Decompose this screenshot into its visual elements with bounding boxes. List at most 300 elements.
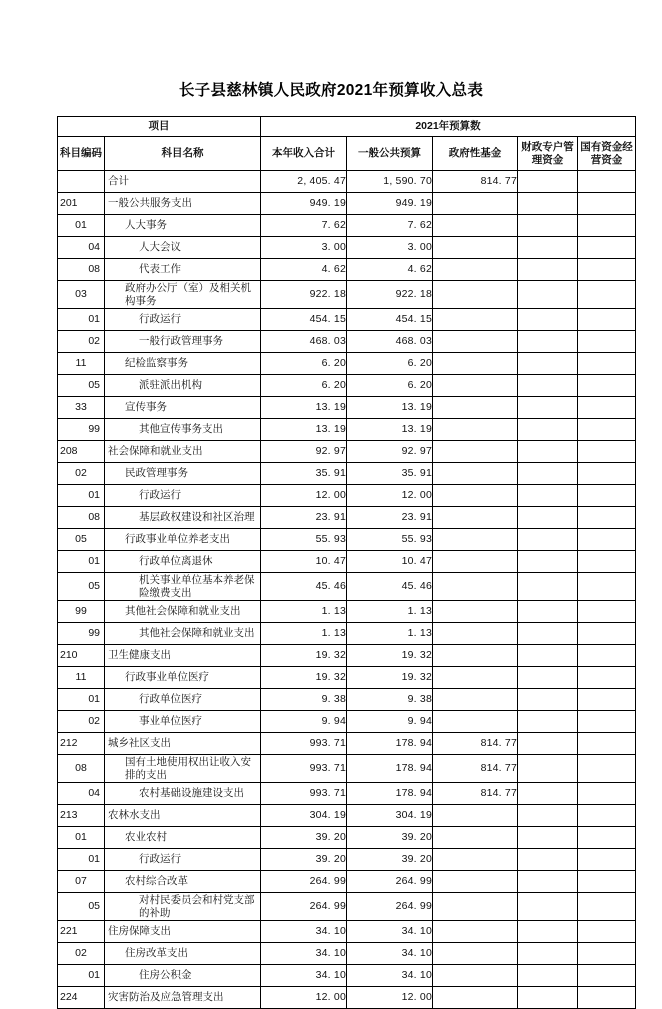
cell-special-account-fund	[518, 871, 578, 893]
cell-total: 34. 10	[261, 943, 347, 965]
cell-government-fund	[433, 419, 518, 441]
cell-total: 1. 13	[261, 623, 347, 645]
cell-general-public-budget: 6. 20	[347, 353, 433, 375]
cell-special-account-fund	[518, 441, 578, 463]
cell-state-capital-fund	[578, 375, 636, 397]
cell-total: 264. 99	[261, 893, 347, 921]
table-row	[58, 645, 636, 667]
cell-subject-code: 11	[58, 353, 105, 375]
table-row	[58, 397, 636, 419]
cell-total: 12. 00	[261, 485, 347, 507]
header-col-fund: 政府性基金	[433, 137, 518, 171]
cell-subject-name: 住房公积金	[105, 965, 261, 987]
cell-total: 10. 47	[261, 551, 347, 573]
cell-special-account-fund	[518, 281, 578, 309]
table-row	[58, 441, 636, 463]
cell-total: 35. 91	[261, 463, 347, 485]
cell-state-capital-fund	[578, 331, 636, 353]
cell-state-capital-fund	[578, 623, 636, 645]
cell-state-capital-fund	[578, 529, 636, 551]
cell-special-account-fund	[518, 193, 578, 215]
cell-special-account-fund	[518, 463, 578, 485]
cell-state-capital-fund	[578, 309, 636, 331]
cell-government-fund	[433, 463, 518, 485]
cell-general-public-budget: 9. 94	[347, 711, 433, 733]
cell-subject-code: 05	[58, 375, 105, 397]
cell-state-capital-fund	[578, 259, 636, 281]
table-row	[58, 507, 636, 529]
cell-subject-name: 一般公共服务支出	[105, 193, 261, 215]
table-row	[58, 193, 636, 215]
cell-subject-name: 行政运行	[105, 309, 261, 331]
cell-subject-code: 210	[58, 645, 105, 667]
cell-subject-code: 33	[58, 397, 105, 419]
cell-subject-code: 99	[58, 419, 105, 441]
cell-special-account-fund	[518, 397, 578, 419]
cell-general-public-budget: 34. 10	[347, 921, 433, 943]
cell-total: 45. 46	[261, 573, 347, 601]
cell-subject-name: 一般行政管理事务	[105, 331, 261, 353]
cell-total: 12. 00	[261, 987, 347, 1009]
cell-general-public-budget: 45. 46	[347, 573, 433, 601]
cell-government-fund: 814. 77	[433, 755, 518, 783]
cell-general-public-budget: 1. 13	[347, 623, 433, 645]
cell-total: 454. 15	[261, 309, 347, 331]
cell-general-public-budget: 92. 97	[347, 441, 433, 463]
cell-subject-name: 国有土地使用权出让收入安排的支出	[105, 755, 261, 783]
cell-special-account-fund	[518, 755, 578, 783]
cell-subject-name: 农业农村	[105, 827, 261, 849]
cell-state-capital-fund	[578, 943, 636, 965]
cell-general-public-budget: 19. 32	[347, 667, 433, 689]
cell-total: 39. 20	[261, 827, 347, 849]
cell-government-fund	[433, 849, 518, 871]
cell-government-fund	[433, 623, 518, 645]
cell-general-public-budget: 468. 03	[347, 331, 433, 353]
cell-subject-code: 212	[58, 733, 105, 755]
table-row	[58, 849, 636, 871]
cell-subject-name: 农村综合改革	[105, 871, 261, 893]
cell-state-capital-fund	[578, 921, 636, 943]
cell-special-account-fund	[518, 783, 578, 805]
cell-subject-code: 04	[58, 783, 105, 805]
header-column-row	[58, 137, 636, 171]
cell-total: 1. 13	[261, 601, 347, 623]
cell-total: 993. 71	[261, 733, 347, 755]
table-row	[58, 281, 636, 309]
cell-state-capital-fund	[578, 711, 636, 733]
cell-subject-name: 行政运行	[105, 849, 261, 871]
cell-state-capital-fund	[578, 987, 636, 1009]
cell-special-account-fund	[518, 805, 578, 827]
cell-government-fund	[433, 689, 518, 711]
cell-subject-code: 213	[58, 805, 105, 827]
cell-subject-code	[58, 171, 105, 193]
cell-general-public-budget: 19. 32	[347, 645, 433, 667]
header-group-budget: 2021年预算数	[261, 117, 636, 137]
table-row	[58, 259, 636, 281]
table-row	[58, 237, 636, 259]
cell-subject-name: 其他社会保障和就业支出	[105, 601, 261, 623]
cell-general-public-budget: 4. 62	[347, 259, 433, 281]
cell-general-public-budget: 178. 94	[347, 733, 433, 755]
cell-government-fund	[433, 805, 518, 827]
cell-subject-name: 住房保障支出	[105, 921, 261, 943]
cell-subject-name: 城乡社区支出	[105, 733, 261, 755]
cell-subject-code: 02	[58, 711, 105, 733]
cell-state-capital-fund	[578, 893, 636, 921]
cell-government-fund	[433, 893, 518, 921]
cell-state-capital-fund	[578, 573, 636, 601]
cell-state-capital-fund	[578, 171, 636, 193]
table-row	[58, 711, 636, 733]
cell-general-public-budget: 23. 91	[347, 507, 433, 529]
table-row	[58, 689, 636, 711]
cell-subject-code: 02	[58, 943, 105, 965]
cell-total: 993. 71	[261, 755, 347, 783]
table-row	[58, 893, 636, 921]
cell-general-public-budget: 39. 20	[347, 827, 433, 849]
cell-subject-name: 其他宣传事务支出	[105, 419, 261, 441]
cell-subject-code: 208	[58, 441, 105, 463]
cell-government-fund	[433, 507, 518, 529]
cell-total: 19. 32	[261, 667, 347, 689]
cell-subject-code: 02	[58, 463, 105, 485]
table-row	[58, 331, 636, 353]
cell-general-public-budget: 34. 10	[347, 965, 433, 987]
cell-government-fund	[433, 601, 518, 623]
cell-government-fund: 814. 77	[433, 733, 518, 755]
table-row	[58, 965, 636, 987]
cell-special-account-fund	[518, 711, 578, 733]
cell-total: 2, 405. 47	[261, 171, 347, 193]
cell-government-fund	[433, 485, 518, 507]
cell-special-account-fund	[518, 601, 578, 623]
header-col-special: 财政专户管理资金	[518, 137, 578, 171]
cell-subject-code: 03	[58, 281, 105, 309]
cell-subject-name: 机关事业单位基本养老保险缴费支出	[105, 573, 261, 601]
table-row	[58, 827, 636, 849]
cell-general-public-budget: 35. 91	[347, 463, 433, 485]
cell-state-capital-fund	[578, 689, 636, 711]
cell-state-capital-fund	[578, 507, 636, 529]
cell-state-capital-fund	[578, 871, 636, 893]
cell-government-fund	[433, 987, 518, 1009]
cell-total: 34. 10	[261, 921, 347, 943]
cell-government-fund	[433, 551, 518, 573]
cell-subject-code: 01	[58, 965, 105, 987]
cell-special-account-fund	[518, 921, 578, 943]
cell-subject-code: 08	[58, 259, 105, 281]
cell-state-capital-fund	[578, 733, 636, 755]
cell-general-public-budget: 264. 99	[347, 871, 433, 893]
table-row	[58, 871, 636, 893]
cell-state-capital-fund	[578, 397, 636, 419]
table-row	[58, 353, 636, 375]
cell-subject-code: 01	[58, 551, 105, 573]
cell-state-capital-fund	[578, 193, 636, 215]
cell-total: 922. 18	[261, 281, 347, 309]
cell-subject-name: 行政单位离退休	[105, 551, 261, 573]
page-title: 长子县慈林镇人民政府2021年预算收入总表	[178, 82, 484, 99]
cell-subject-code: 04	[58, 237, 105, 259]
cell-subject-code: 11	[58, 667, 105, 689]
cell-state-capital-fund	[578, 441, 636, 463]
cell-total: 6. 20	[261, 375, 347, 397]
cell-special-account-fund	[518, 529, 578, 551]
cell-special-account-fund	[518, 689, 578, 711]
cell-subject-name: 代表工作	[105, 259, 261, 281]
budget-income-table	[57, 116, 636, 1009]
cell-special-account-fund	[518, 353, 578, 375]
table-row	[58, 921, 636, 943]
cell-subject-code: 01	[58, 827, 105, 849]
cell-government-fund	[433, 965, 518, 987]
table-row	[58, 783, 636, 805]
table-header	[58, 117, 636, 171]
cell-subject-code: 02	[58, 331, 105, 353]
cell-state-capital-fund	[578, 667, 636, 689]
cell-subject-name: 行政单位医疗	[105, 689, 261, 711]
cell-subject-code: 01	[58, 309, 105, 331]
cell-subject-name: 其他社会保障和就业支出	[105, 623, 261, 645]
cell-subject-code: 221	[58, 921, 105, 943]
cell-subject-code: 05	[58, 893, 105, 921]
cell-general-public-budget: 13. 19	[347, 397, 433, 419]
cell-special-account-fund	[518, 215, 578, 237]
cell-government-fund	[433, 331, 518, 353]
cell-state-capital-fund	[578, 353, 636, 375]
budget-table-container	[57, 116, 633, 1009]
cell-general-public-budget: 6. 20	[347, 375, 433, 397]
cell-state-capital-fund	[578, 783, 636, 805]
cell-total: 23. 91	[261, 507, 347, 529]
cell-government-fund: 814. 77	[433, 171, 518, 193]
cell-total: 6. 20	[261, 353, 347, 375]
cell-general-public-budget: 178. 94	[347, 755, 433, 783]
cell-government-fund	[433, 529, 518, 551]
header-col-public: 一般公共预算	[347, 137, 433, 171]
cell-general-public-budget: 13. 19	[347, 419, 433, 441]
cell-subject-code: 01	[58, 485, 105, 507]
cell-total: 7. 62	[261, 215, 347, 237]
cell-general-public-budget: 1, 590. 70	[347, 171, 433, 193]
cell-subject-code: 07	[58, 871, 105, 893]
cell-total: 9. 94	[261, 711, 347, 733]
table-row	[58, 215, 636, 237]
cell-subject-code: 05	[58, 573, 105, 601]
cell-subject-name: 纪检监察事务	[105, 353, 261, 375]
cell-general-public-budget: 12. 00	[347, 485, 433, 507]
cell-special-account-fund	[518, 485, 578, 507]
cell-special-account-fund	[518, 893, 578, 921]
cell-general-public-budget: 10. 47	[347, 551, 433, 573]
table-row	[58, 309, 636, 331]
cell-state-capital-fund	[578, 965, 636, 987]
cell-total: 949. 19	[261, 193, 347, 215]
cell-subject-code: 99	[58, 601, 105, 623]
table-row	[58, 419, 636, 441]
cell-subject-code: 05	[58, 529, 105, 551]
cell-government-fund	[433, 441, 518, 463]
cell-subject-code: 01	[58, 215, 105, 237]
cell-general-public-budget: 304. 19	[347, 805, 433, 827]
cell-subject-name: 对村民委员会和村党支部的补助	[105, 893, 261, 921]
table-row	[58, 463, 636, 485]
cell-special-account-fund	[518, 943, 578, 965]
cell-special-account-fund	[518, 375, 578, 397]
cell-subject-name: 农村基础设施建设支出	[105, 783, 261, 805]
cell-total: 993. 71	[261, 783, 347, 805]
cell-subject-code: 201	[58, 193, 105, 215]
cell-subject-name: 政府办公厅（室）及相关机构事务	[105, 281, 261, 309]
cell-subject-name: 基层政权建设和社区治理	[105, 507, 261, 529]
cell-special-account-fund	[518, 987, 578, 1009]
header-col-code: 科目编码	[58, 137, 105, 171]
cell-special-account-fund	[518, 171, 578, 193]
table-row	[58, 805, 636, 827]
table-row	[58, 551, 636, 573]
header-group-item: 项目	[58, 117, 261, 137]
cell-special-account-fund	[518, 667, 578, 689]
table-row	[58, 943, 636, 965]
cell-total: 39. 20	[261, 849, 347, 871]
cell-general-public-budget: 9. 38	[347, 689, 433, 711]
cell-subject-name: 事业单位医疗	[105, 711, 261, 733]
cell-government-fund	[433, 281, 518, 309]
cell-government-fund	[433, 921, 518, 943]
cell-government-fund	[433, 309, 518, 331]
cell-subject-code: 01	[58, 849, 105, 871]
cell-subject-name: 人大事务	[105, 215, 261, 237]
cell-special-account-fund	[518, 259, 578, 281]
cell-state-capital-fund	[578, 805, 636, 827]
cell-state-capital-fund	[578, 237, 636, 259]
table-body	[58, 171, 636, 1009]
table-row	[58, 623, 636, 645]
cell-government-fund	[433, 645, 518, 667]
cell-total: 92. 97	[261, 441, 347, 463]
cell-state-capital-fund	[578, 551, 636, 573]
cell-state-capital-fund	[578, 419, 636, 441]
cell-subject-name: 民政管理事务	[105, 463, 261, 485]
cell-general-public-budget: 7. 62	[347, 215, 433, 237]
cell-general-public-budget: 1. 13	[347, 601, 433, 623]
cell-special-account-fund	[518, 331, 578, 353]
table-row	[58, 733, 636, 755]
cell-subject-code: 224	[58, 987, 105, 1009]
cell-total: 34. 10	[261, 965, 347, 987]
cell-special-account-fund	[518, 419, 578, 441]
cell-special-account-fund	[518, 645, 578, 667]
cell-general-public-budget: 922. 18	[347, 281, 433, 309]
cell-subject-name: 行政运行	[105, 485, 261, 507]
cell-subject-code: 99	[58, 623, 105, 645]
cell-special-account-fund	[518, 507, 578, 529]
cell-subject-name: 住房改革支出	[105, 943, 261, 965]
cell-government-fund	[433, 711, 518, 733]
cell-subject-name: 派驻派出机构	[105, 375, 261, 397]
header-group-row	[58, 117, 636, 137]
cell-general-public-budget: 264. 99	[347, 893, 433, 921]
cell-special-account-fund	[518, 237, 578, 259]
cell-subject-code: 08	[58, 507, 105, 529]
cell-special-account-fund	[518, 573, 578, 601]
cell-subject-code: 01	[58, 689, 105, 711]
cell-general-public-budget: 55. 93	[347, 529, 433, 551]
cell-state-capital-fund	[578, 645, 636, 667]
cell-general-public-budget: 12. 00	[347, 987, 433, 1009]
cell-total: 4. 62	[261, 259, 347, 281]
cell-government-fund	[433, 871, 518, 893]
cell-special-account-fund	[518, 965, 578, 987]
cell-special-account-fund	[518, 551, 578, 573]
table-row	[58, 601, 636, 623]
cell-government-fund	[433, 375, 518, 397]
cell-total: 304. 19	[261, 805, 347, 827]
cell-special-account-fund	[518, 849, 578, 871]
cell-subject-name: 灾害防治及应急管理支出	[105, 987, 261, 1009]
cell-state-capital-fund	[578, 463, 636, 485]
cell-government-fund	[433, 943, 518, 965]
table-row	[58, 529, 636, 551]
cell-general-public-budget: 34. 10	[347, 943, 433, 965]
header-col-state: 国有资金经营资金	[578, 137, 636, 171]
header-col-total: 本年收入合计	[261, 137, 347, 171]
cell-special-account-fund	[518, 733, 578, 755]
cell-state-capital-fund	[578, 485, 636, 507]
cell-total: 13. 19	[261, 397, 347, 419]
cell-general-public-budget: 178. 94	[347, 783, 433, 805]
cell-state-capital-fund	[578, 755, 636, 783]
cell-total: 19. 32	[261, 645, 347, 667]
cell-general-public-budget: 949. 19	[347, 193, 433, 215]
cell-government-fund	[433, 215, 518, 237]
cell-subject-name: 农林水支出	[105, 805, 261, 827]
cell-special-account-fund	[518, 623, 578, 645]
cell-general-public-budget: 454. 15	[347, 309, 433, 331]
table-row	[58, 171, 636, 193]
header-col-name: 科目名称	[105, 137, 261, 171]
cell-government-fund	[433, 667, 518, 689]
cell-government-fund: 814. 77	[433, 783, 518, 805]
table-row	[58, 667, 636, 689]
cell-total: 13. 19	[261, 419, 347, 441]
cell-total: 264. 99	[261, 871, 347, 893]
cell-subject-code: 08	[58, 755, 105, 783]
cell-special-account-fund	[518, 309, 578, 331]
cell-subject-name: 卫生健康支出	[105, 645, 261, 667]
table-row	[58, 987, 636, 1009]
cell-state-capital-fund	[578, 215, 636, 237]
cell-government-fund	[433, 353, 518, 375]
cell-government-fund	[433, 573, 518, 601]
table-row	[58, 485, 636, 507]
cell-total: 468. 03	[261, 331, 347, 353]
cell-government-fund	[433, 259, 518, 281]
cell-general-public-budget: 39. 20	[347, 849, 433, 871]
cell-state-capital-fund	[578, 849, 636, 871]
cell-subject-name: 社会保障和就业支出	[105, 441, 261, 463]
cell-subject-name: 行政事业单位医疗	[105, 667, 261, 689]
cell-total: 3. 00	[261, 237, 347, 259]
table-row	[58, 755, 636, 783]
table-row	[58, 375, 636, 397]
cell-state-capital-fund	[578, 601, 636, 623]
cell-subject-name: 宣传事务	[105, 397, 261, 419]
cell-subject-name: 合计	[105, 171, 261, 193]
cell-general-public-budget: 3. 00	[347, 237, 433, 259]
